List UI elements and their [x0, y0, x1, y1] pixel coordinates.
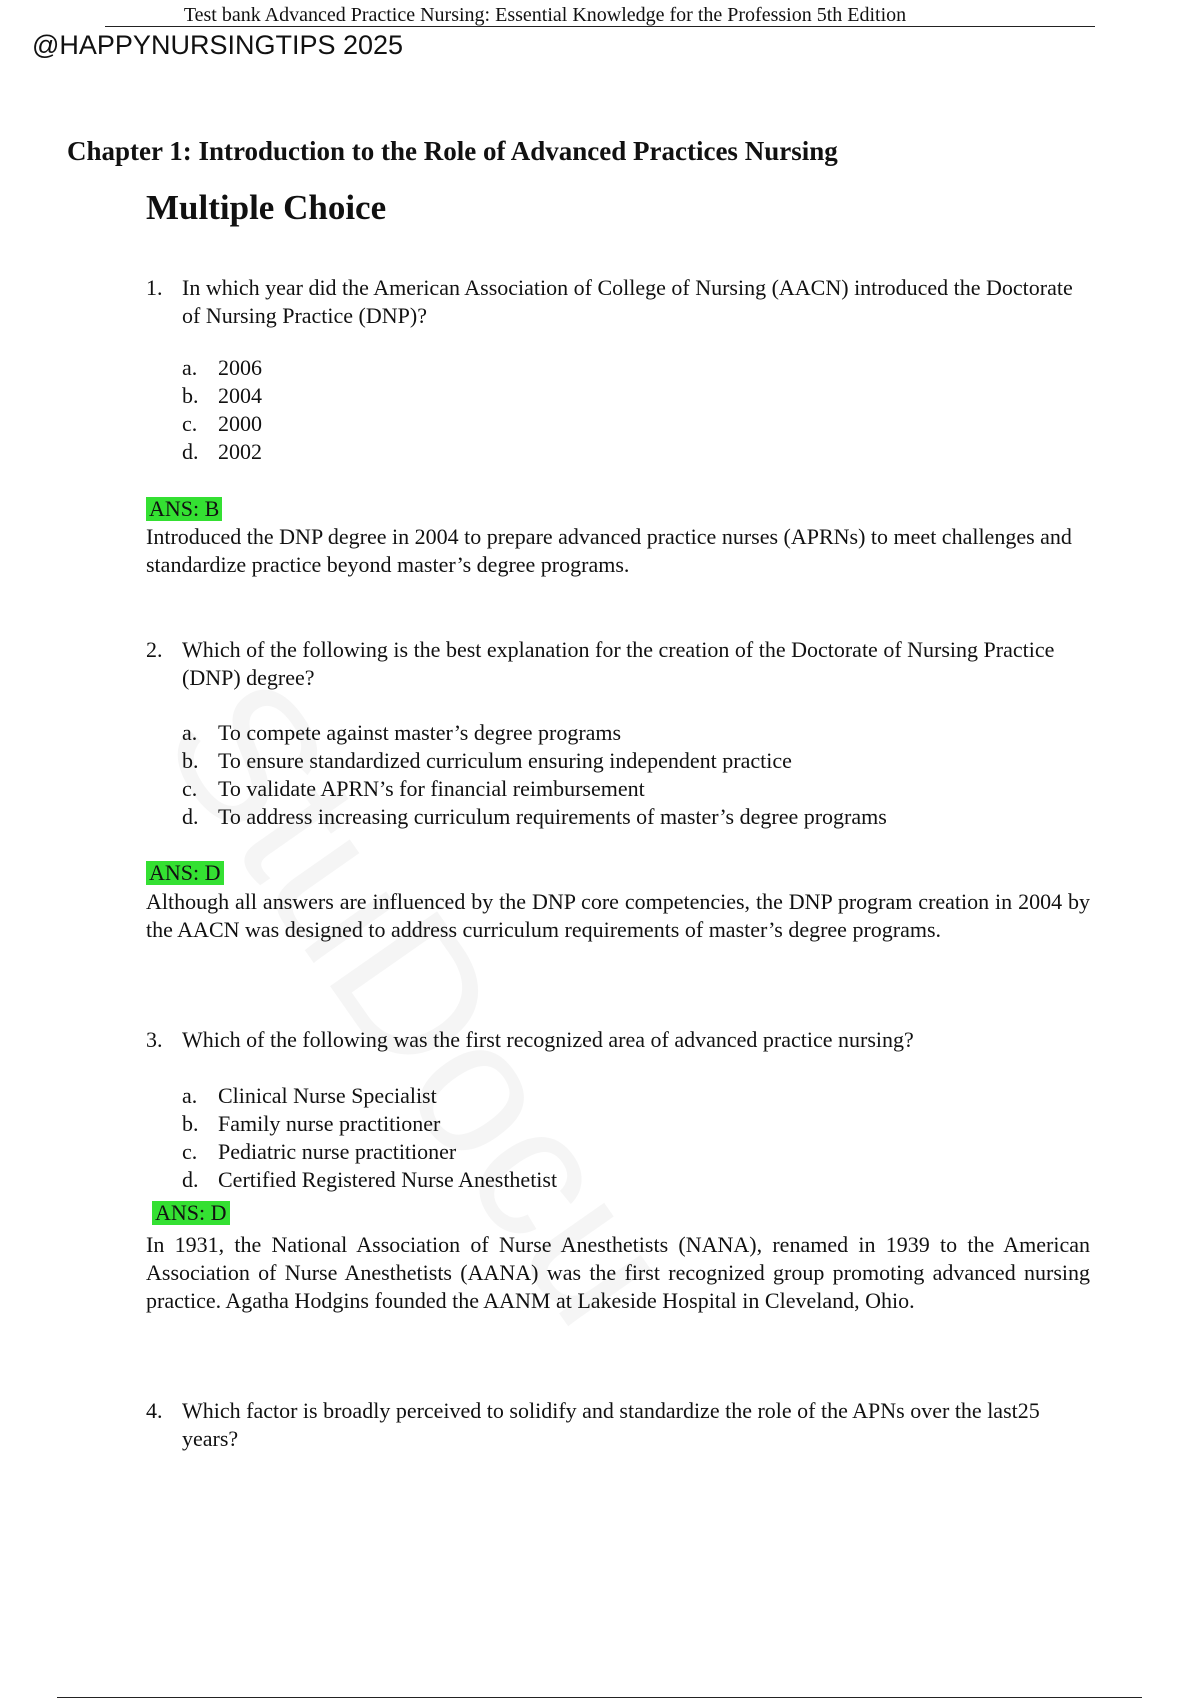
option-a: a. To compete against master’s degree programs	[182, 720, 622, 745]
question-text: Which of the following is the best explanation for the creation of the Doctorate of Nursing Practice (DNP) degree?	[182, 637, 1055, 690]
options-3	[182, 1082, 557, 1194]
answer-badge: ANS: B	[146, 497, 222, 521]
option-c: c. 2000	[182, 411, 262, 436]
question-number: 2.	[146, 637, 163, 662]
question-4	[146, 1397, 1096, 1453]
question-number: 3.	[146, 1027, 163, 1052]
question-number: 4.	[146, 1398, 163, 1423]
section-title: Multiple Choice	[146, 188, 387, 227]
answer-explanation: Although all answers are influenced by the DNP core competencies, the DNP program creation in 2004 by the AACN was designed to address curriculum requirements of master’s degree programs.	[146, 889, 1090, 942]
question-text: In which year did the American Association of College of Nursing (AACN) introduced the Doctorate of Nursing Practice (DNP)?	[182, 275, 1073, 328]
option-c: c. Pediatric nurse practitioner	[182, 1139, 457, 1164]
options-1	[182, 354, 262, 466]
option-b: b. To ensure standardized curriculum ensuring independent practice	[182, 748, 792, 773]
answer-badge: ANS: D	[146, 861, 224, 885]
option-d: d. 2002	[182, 439, 262, 464]
document-header	[105, 4, 1095, 27]
option-d: d. Certified Registered Nurse Anesthetist	[182, 1167, 558, 1192]
question-number: 1.	[146, 275, 163, 300]
option-a: a. Clinical Nurse Specialist	[182, 1083, 437, 1108]
answer-badge: ANS: D	[152, 1201, 230, 1225]
question-2	[146, 636, 1096, 692]
answer-explanation: Introduced the DNP degree in 2004 to prepare advanced practice nurses (APRNs) to meet challenges and standardize practice beyond master’s degree programs.	[146, 524, 1072, 577]
question-3	[146, 1026, 1096, 1054]
author-handle: @HAPPYNURSINGTIPS 2025	[32, 30, 404, 60]
option-b: b. Family nurse practitioner	[182, 1111, 441, 1136]
options-2	[182, 719, 887, 831]
question-1	[146, 274, 1096, 330]
option-b: b. 2004	[182, 383, 262, 408]
header-title: Test bank Advanced Practice Nursing: Essential Knowledge for the Profession 5th Edition	[183, 4, 907, 26]
chapter-title: Chapter 1: Introduction to the Role of Advanced Practices Nursing	[67, 136, 838, 166]
answer-explanation: In 1931, the National Association of Nurse Anesthetists (NANA), renamed in 1939 to the American Association of Nurse Anesthetists (AANA) was the first recognized group promoting advanced nursing practice. Agatha Hodgins founded the AANM at Lakeside Hospital in Cleveland, Ohio.	[146, 1232, 1090, 1313]
footer-divider	[57, 1697, 1142, 1698]
question-text: Which factor is broadly perceived to solidify and standardize the role of the APNs over the last25 years?	[182, 1398, 1040, 1451]
question-text: Which of the following was the first recognized area of advanced practice nursing?	[182, 1027, 914, 1052]
option-a: a. 2006	[182, 355, 262, 380]
option-d: d. To address increasing curriculum requirements of master’s degree programs	[182, 804, 887, 829]
option-c: c. To validate APRN’s for financial reimbursement	[182, 776, 645, 801]
